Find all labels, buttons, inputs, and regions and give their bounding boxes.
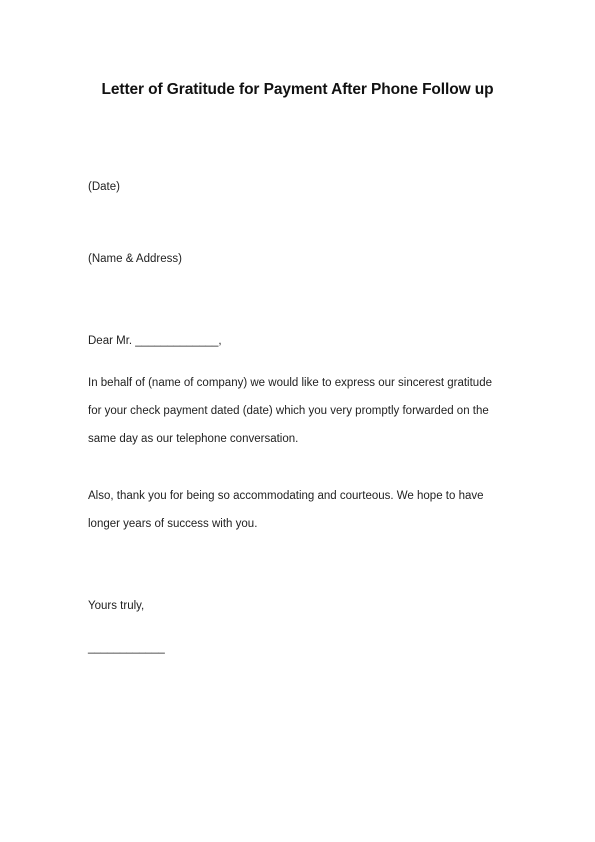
paragraph-2-line-2: longer years of success with you. [88,518,258,530]
salutation: Dear Mr. _____________, [88,335,222,347]
paragraph-1-line-3: same day as our telephone conversation. [88,433,299,445]
body-paragraph-2 [88,489,508,545]
name-address-placeholder: (Name & Address) [88,253,182,265]
paragraph-2-line-1: Also, thank you for being so accommodating and courteous. We hope to have [88,490,484,502]
body-paragraph-1 [88,376,508,460]
signature-line: ____________ [88,642,165,654]
letter-title: Letter of Gratitude for Payment After Phone Follow up [101,81,494,98]
date-placeholder: (Date) [88,181,120,193]
paragraph-1-line-2: for your check payment dated (date) which you very promptly forwarded on the [88,405,489,417]
paragraph-1-line-1: In behalf of (name of company) we would like to express our sincerest gratitude [88,377,492,389]
closing: Yours truly, [88,600,145,612]
